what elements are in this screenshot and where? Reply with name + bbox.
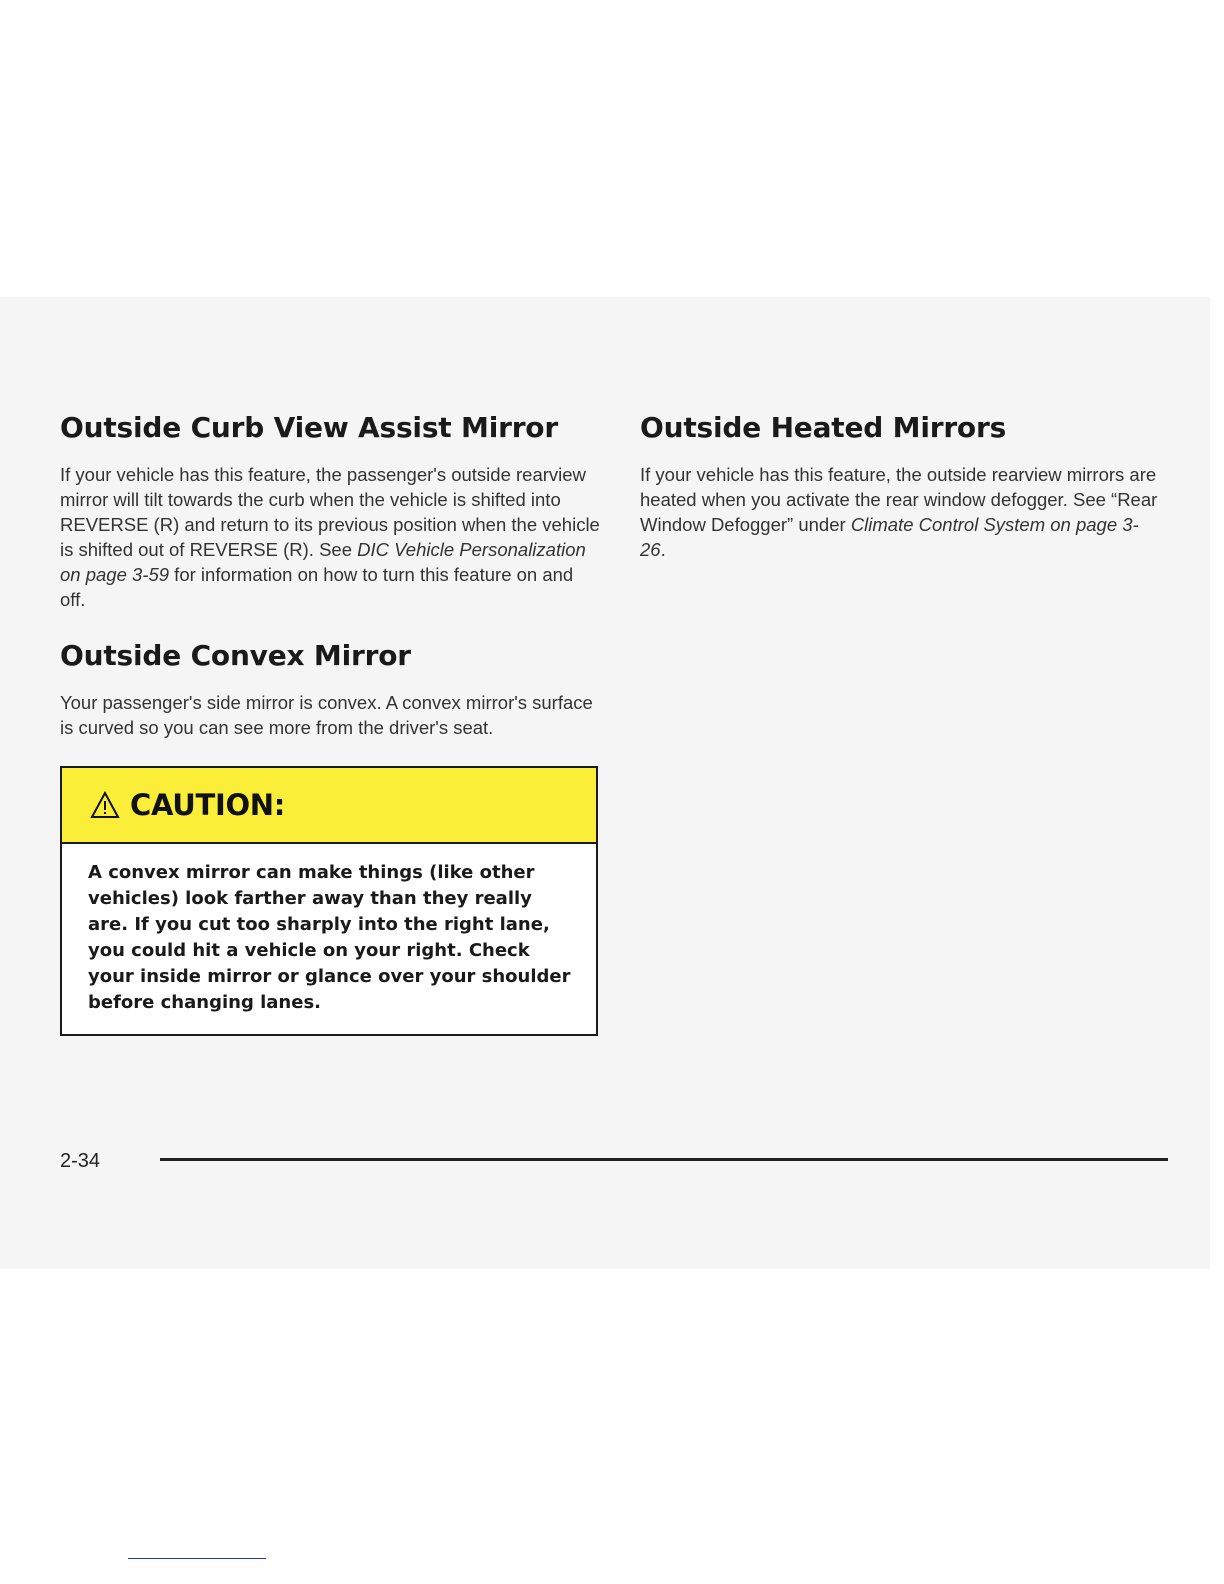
convex-mirror-heading: Outside Convex Mirror (60, 639, 411, 672)
bottom-link-underline (128, 1558, 266, 1559)
right-column (640, 410, 1160, 562)
caution-box (60, 766, 598, 1036)
warning-triangle-icon (90, 791, 120, 819)
caution-header (62, 768, 596, 844)
curb-view-mirror-paragraph (60, 462, 600, 612)
dic-personalization-link[interactable]: DIC Vehicle Personalization on page 3-59 (60, 539, 586, 585)
heated-mirrors-text-b: . (660, 539, 666, 560)
convex-mirror-paragraph: Your passenger's side mirror is convex. A convex mirror's surface is curved so you can see more from the driver's seat. (60, 692, 593, 738)
heated-mirrors-text-a: If your vehicle has this feature, the outside rearview mirrors are heated when you activate the rear window defogger. See “Rear Window Defogger” under (640, 464, 1158, 535)
page-number: 2-34 (60, 1150, 101, 1172)
heated-mirrors-paragraph (640, 462, 1160, 562)
curb-view-text-a: If your vehicle has this feature, the passenger's outside rearview mirror will tilt towards the curb when the vehicle is shifted into REVERSE (R) and return to its previous position when the vehicle is shifted out of REVERSE (R). See (60, 464, 600, 560)
climate-control-link[interactable]: Climate Control System on page 3-26 (640, 514, 1139, 560)
curb-view-text-b: for information on how to turn this feature on and off. (60, 564, 574, 610)
left-column (60, 410, 600, 1036)
footer-rule (160, 1158, 1168, 1161)
heated-mirrors-heading: Outside Heated Mirrors (640, 411, 1007, 444)
caution-text: A convex mirror can make things (like other vehicles) look farther away than they really are. If you cut too sharply into the right lane, you could hit a vehicle on your right. Check your inside mirror or glance over your shoulder before changing lanes. (88, 862, 571, 1013)
curb-view-mirror-heading: Outside Curb View Assist Mirror (60, 411, 558, 444)
caution-label: CAUTION: (130, 788, 286, 822)
